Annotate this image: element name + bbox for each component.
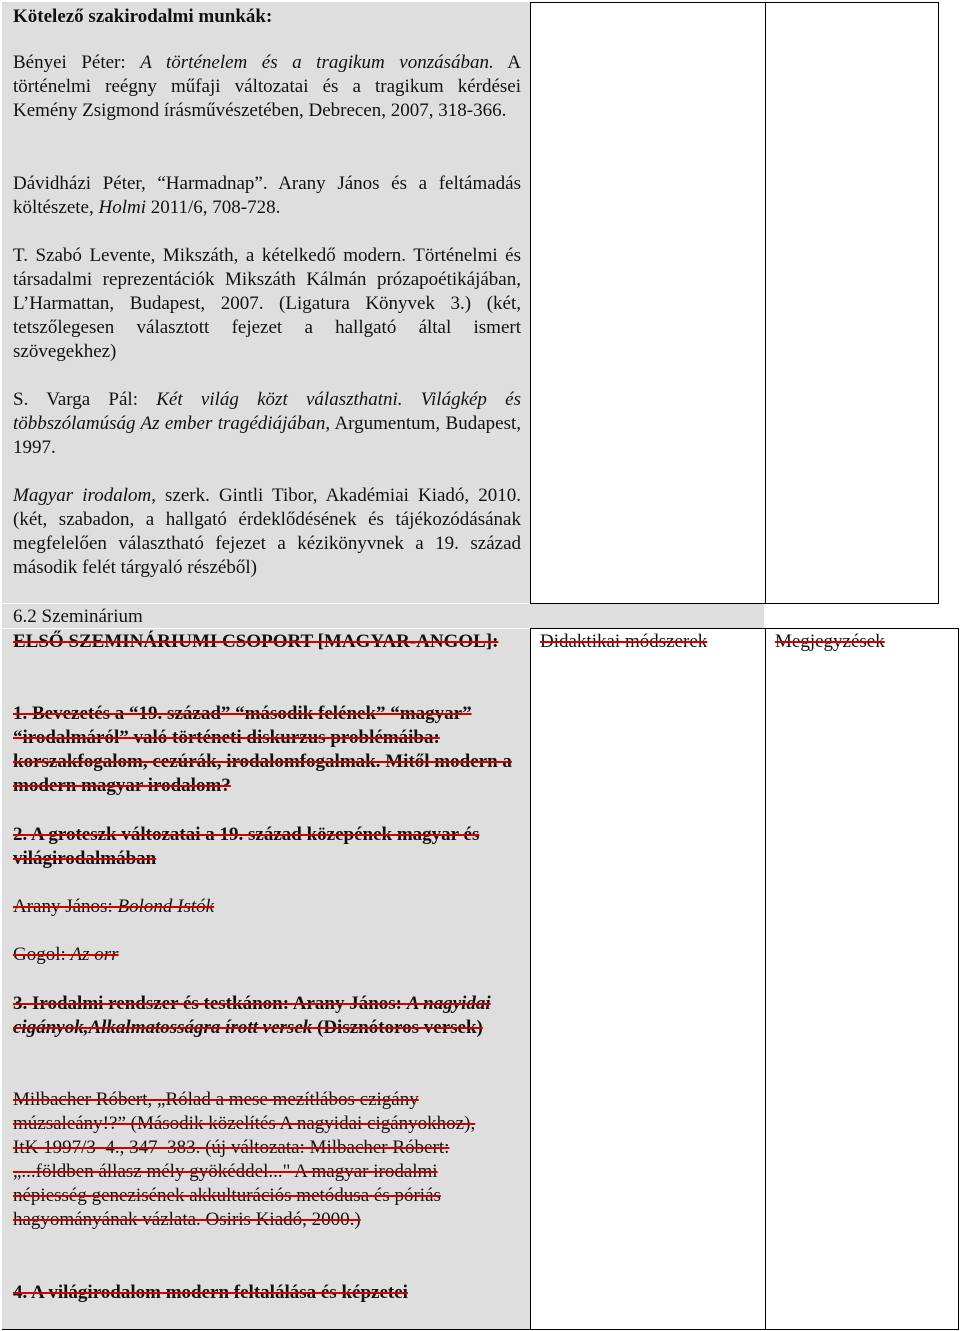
reference-s-varga: S. Varga Pál: Két világ közt választhatni. Világkép és többszólamúság Az ember tragédiájában, Argumentum, Budapest, 1997. — [13, 389, 522, 458]
row-divider-top — [530, 603, 939, 604]
reference-benyei: Bényei Péter: A történelem és a tragikum vonzásában. A történelmi reégny műfaji változatai és a tragikum kérdései Kemény Zsigmond írásművészetében, Debrecen, 2007, 318-366. — [13, 52, 521, 121]
seminar-item-2: 2. A groteszk változatai a 19. század közepének magyar és világirodalmában — [13, 824, 480, 869]
column-header-methods: Didaktikai módszerek — [540, 631, 708, 652]
col-divider-mid — [765, 2, 766, 604]
col-divider-left — [530, 2, 531, 604]
seminar-item-1: 1. Bevezetés a “19. század” “második felének” “magyar” “irodalmáról” való történeti diskurzus problémáiba: korszakfogalom, cezúrák, irodalomfogalmak. Mitől modern a modern magyar irodalom? — [13, 703, 512, 796]
seminar-col-divider-2 — [765, 628, 766, 1329]
seminar-col-divider-1 — [530, 628, 531, 1329]
reference-t-szabo: T. Szabó Levente, Mikszáth, a kételkedő modern. Történelmi és társadalmi reprezentációk Mikszáth Kálmán prózapoétikájában, L’Harmattan, Budapest, 2007. (Ligatura Könyvek 3.) (két, tetszőlegesen választott fejezet a hallgató által ismert szövegekhez) — [13, 245, 521, 362]
reference-magyar-irodalom: Magyar irodalom, szerk. Gintli Tibor, Akadémiai Kiadó, 2010. (két, szabadon, a hallgató érdeklődésének és tájékozódásának megfelelően választható fejezet a kézikönyvnek a 19. század második felét tárgyaló részéből) — [13, 485, 522, 578]
section-number: 6.2 Szeminárium — [13, 606, 143, 627]
required-literature-heading: Kötelező szakirodalmi munkák: — [13, 6, 273, 27]
reference-davidhazi: Dávidházi Péter, “Harmadnap”. Arany János és a feltámadás költészete, Holmi 2011/6, 708-728. — [13, 173, 521, 218]
row-divider-seminar — [530, 628, 959, 629]
seminar-group-heading: ELSŐ SZEMINÁRIUMI CSOPORT [MAGYAR-ANGOL]: — [13, 631, 499, 652]
column-header-notes: Megjegyzések — [775, 631, 885, 652]
reading-milbacher: Milbacher Róbert, „Rólad a mese mezítlábos czigány múzsaleány!?” (Második közelítés A nagyidai cigányokhoz), ItK 1997/3–4., 347–383. (új változata: Milbacher Róbert: „...földben állasz mély gyökéddel..." A magyar irodalmi népiesség genezisének akkulturációs metódusa és póriás hagyományának vázlata. Osiris Kiadó, 2000.) — [13, 1089, 476, 1230]
seminar-col-divider-3 — [958, 628, 959, 1329]
reading-arany-bolond-istok: Arany János: Bolond Istók — [13, 896, 215, 917]
reading-gogol-orr: Gogol: Az orr — [13, 944, 119, 965]
col-divider-right — [938, 2, 939, 604]
seminar-item-4: 4. A világirodalom modern feltalálása és képzetei — [13, 1282, 408, 1303]
table-top-border — [530, 2, 939, 3]
table-bottom-border — [2, 1329, 959, 1330]
seminar-item-3: 3. Irodalmi rendszer és testkánon: Arany János: A nagyidai cigányok,Alkalmatosságra írott versek (Disznótoros versek) — [13, 993, 491, 1038]
